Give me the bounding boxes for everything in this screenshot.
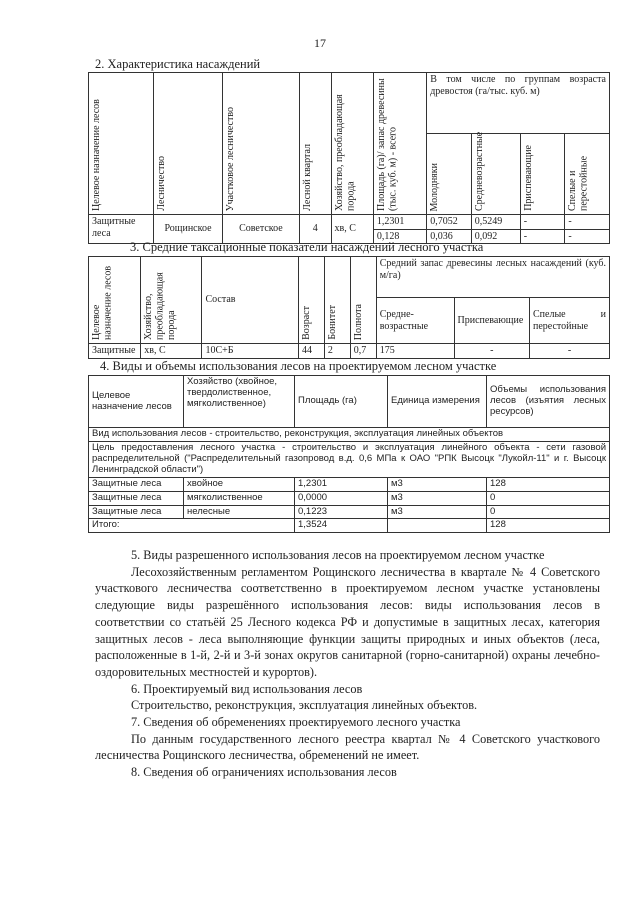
cell3-mid: 175 [376,344,454,359]
col-ripe: Спелые и перестойные [567,155,590,211]
col-forestry: Лесничество [156,156,168,211]
total-label: Итого: [89,519,295,533]
row3-unit: м3 [388,505,487,519]
total-area: 1,3524 [295,519,388,533]
col4-purpose: Целевое назначение лесов [89,376,184,428]
section-6-body: Строительство, реконструкция, эксплуатация линейных объектов. [131,698,478,713]
table-row [89,491,610,505]
col-area: Площадь (га)/ запас древесины (тыс. куб. м) - всего [375,78,399,211]
cell3-density: 0,7 [350,344,376,359]
cell-pre-2: - [520,229,565,244]
col-purpose: Целевое назначение лесов [91,99,102,211]
table-row [89,477,610,491]
section-5-body: Лесохозяйственным регламентом Рощинского лесничества в квартале № 4 Советского участкового лесничества соответственно в проектируемом лесном участке установлены следующие виды разрешённого использования лесов: виды использования лесов в соответствии со статьёй 25 Лесного кодекса РФ и допустимые в защитных лесах, категория защитных лесов - леса выполняющие функции защиты природных и иных объектов (леса, расположенные в 1-й, 2-й и 3-й зонах округов санитарной (горно-санитарной) охраны лечебно-оздоровительных местностей и курортов). [95,564,600,679]
total-volume: 128 [487,519,610,533]
section-5-title: 5. Виды разрешенного использования лесов на проектируемом лесном участке [131,548,545,562]
row3-volume: 0 [487,505,610,519]
row1-unit: м3 [388,477,487,491]
cell-forestry: Рощинское [154,215,223,244]
row3-area: 0,1223 [295,505,388,519]
col4-area: Площадь (га) [295,376,388,428]
col4-volume: Объемы использования лесов (изъятия лесных ресурсов) [487,376,610,428]
col3-mid: Средне-возрастные [376,298,454,344]
cell3-farm: хв, С [141,344,202,359]
row3-farm: нелесные [184,505,295,519]
cell-mid-1: 0,5249 [471,215,520,230]
use-type-row: Вид использования лесов - строительство, реконструкция, эксплуатация линейных объектов [89,428,610,442]
cell3-purpose: Защитные [89,344,141,359]
cell-farm: хв, С [331,215,373,244]
col-farm: Хозяйство, преобладающая порода [333,94,357,211]
cell-ripe-2: - [565,229,610,244]
cell-quarter: 4 [299,215,331,244]
cell-mid-2: 0,092 [471,229,520,244]
cell-ripe-1: - [565,215,610,230]
goal-row: Цель предоставления лесного участка - строительство и эксплуатация линейного объекта - сети газовой распределительной ("Распределительный газопровод в.д. 0,6 МПа к ОАО "РПК Высоцк "Лукойл-11" и г. Высоцк Ленинградской области") [89,441,610,477]
section-6-title: 6. Проектируемый вид использования лесов [131,681,363,696]
col3-density: Полнота [352,303,364,340]
cell3-bonitet: 2 [324,344,350,359]
row1-purpose: Защитные леса [89,477,184,491]
section-4-heading: 4. Виды и объемы использования лесов на проектируемом лесном участке [100,359,497,373]
cell-young-1: 0,7052 [427,215,472,230]
body-text [95,547,600,781]
total-row [89,519,610,533]
cell-area-1: 1,2301 [373,215,426,230]
row1-area: 1,2301 [295,477,388,491]
col-mid: Средневозрастные [473,131,485,211]
col3-bonitet: Бонитет [326,305,338,340]
section-7-body: По данным государственного лесного реестра квартал № 4 Советского участкового лесничества Рощинского лесничества, обременений не имеет. [95,731,600,763]
table-row [89,505,610,519]
usage-table [88,375,610,533]
taxation-table [88,256,610,359]
section-8-title: 8. Сведения об ограничениях использования лесов [131,765,397,780]
col3-stock: Средний запас древесины лесных насаждений (куб. м/га) [376,257,609,298]
col-district: Участковое лесничество [224,106,236,211]
col4-farm: Хозяйство (хвойное, твердолиственное, мягколиственное) [184,376,295,428]
col-age-groups: В том числе по группам возраста древостоя (га/тыс. куб. м) [427,73,610,134]
row1-volume: 128 [487,477,610,491]
cell-pre-1: - [520,215,565,230]
row2-farm: мягколиственное [184,491,295,505]
stands-table [88,72,610,244]
row2-purpose: Защитные леса [89,491,184,505]
page-number: 17 [314,36,326,50]
col3-ripe: Спелые и перестойные [530,298,610,344]
section-7-title: 7. Сведения об обременениях проектируемого лесного участка [131,715,461,730]
row2-area: 0,0000 [295,491,388,505]
col3-farm: Хозяйство, преобладающая порода [143,272,178,340]
col3-pre: Приспевающие [454,298,530,344]
col3-purpose: Целевое назначение лесов [91,265,114,340]
cell-area-2: 0,128 [373,229,426,244]
row3-purpose: Защитные леса [89,505,184,519]
section-3-heading: 3. Средние таксационные показатели насаждений лесного участка [130,240,484,254]
cell3-composition: 10С+Б [202,344,298,359]
col3-age: Возраст [300,306,312,340]
cell-young-2: 0,036 [427,229,472,244]
cell3-age: 44 [298,344,324,359]
cell3-ripe: - [530,344,610,359]
row2-volume: 0 [487,491,610,505]
cell-district: Советское [222,215,299,244]
section-2-heading: 2. Характеристика насаждений [95,57,261,71]
cell3-pre: - [454,344,530,359]
row2-unit: м3 [388,491,487,505]
col3-composition: Состав [202,257,298,344]
col4-unit: Единица измерения [388,376,487,428]
col-young: Молодняки [429,162,441,211]
col-pre: Приспевающие [522,145,534,211]
cell-purpose: Защитные леса [89,215,154,244]
col-quarter: Лесной квартал [301,144,313,211]
row1-farm: хвойное [184,477,295,491]
